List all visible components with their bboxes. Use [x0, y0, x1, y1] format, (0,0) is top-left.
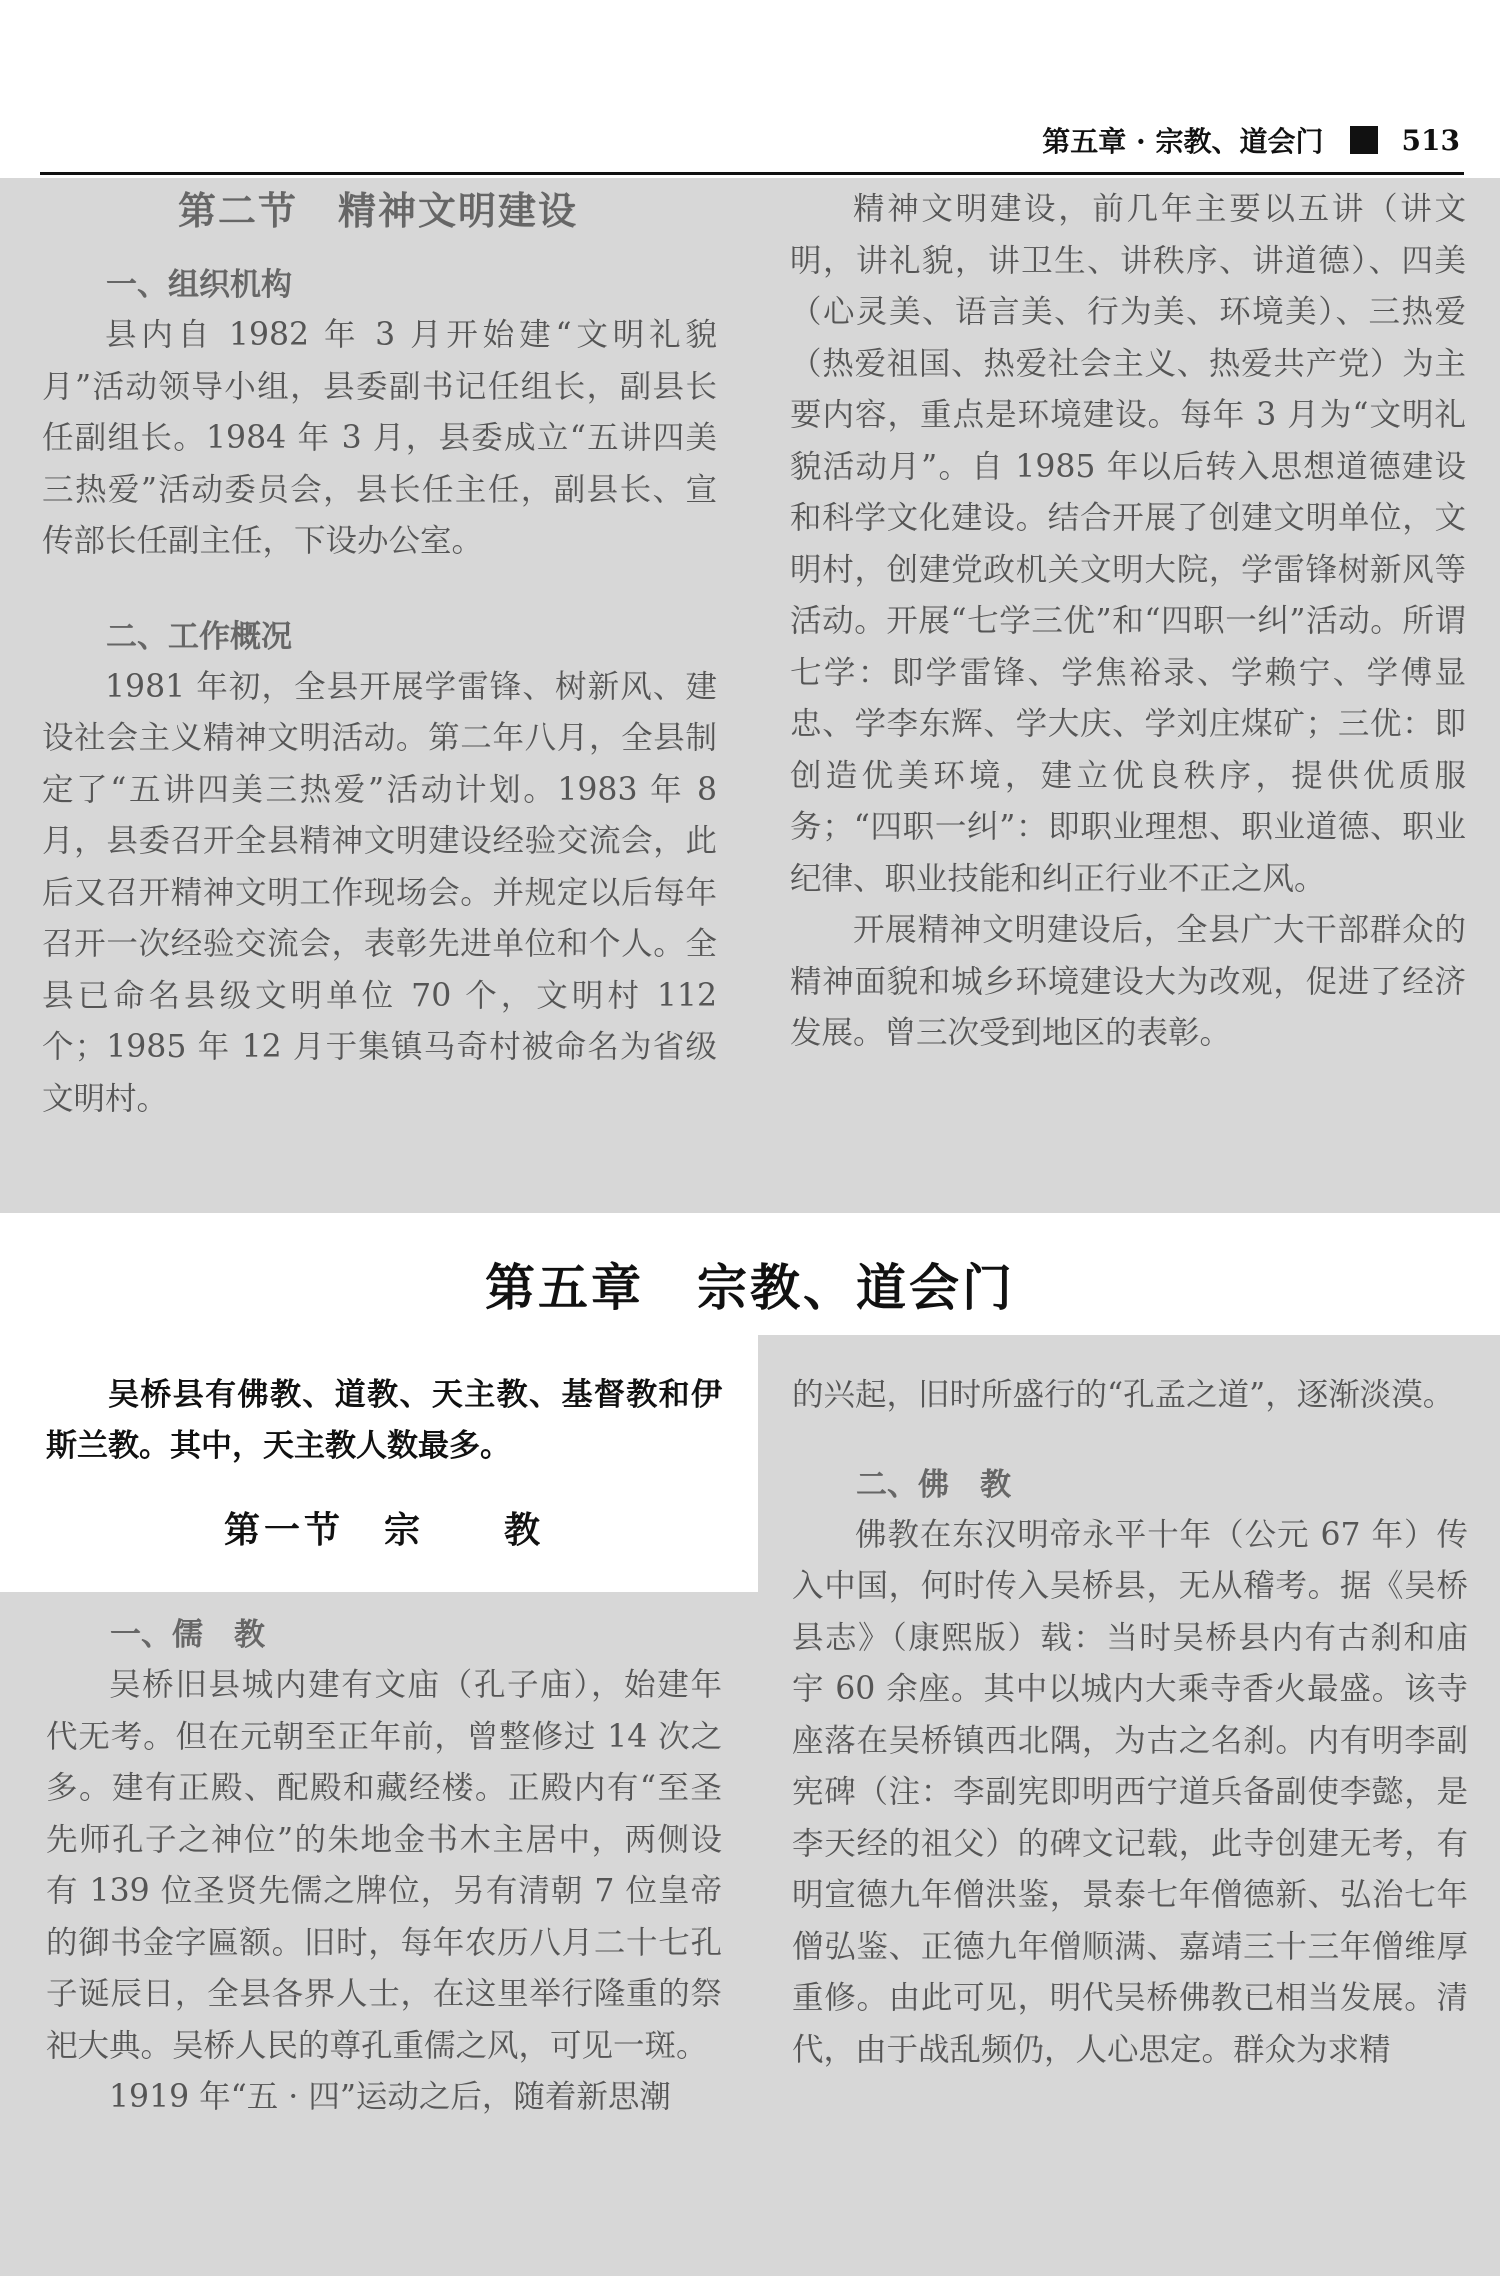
chapter-title: 第五章 宗教、道会门 — [485, 1258, 1015, 1317]
spiritual-civilization-result: 开展精神文明建设后，全县广大干部群众的精神面貌和城乡环境建设大为改观，促进了经济发展。曾三次受到地区的表彰。 — [790, 912, 1466, 1051]
chapter-intro: 吴桥县有佛教、道教、天主教、基督教和伊斯兰教。其中，天主教人数最多。 — [46, 1377, 722, 1464]
section1-title: 第一节 宗 教 — [223, 1509, 544, 1551]
section2-title: 第二节 精神文明建设 — [178, 188, 579, 233]
confucian-text-end: 的兴起，旧时所盛行的“孔孟之道”，逐渐淡漠。 — [792, 1377, 1455, 1413]
confucian-text: 吴桥旧县城内建有文庙（孔子庙），始建年代无考。但在元朝至正年前，曾整修过 14 次之多。建有正殿、配殿和藏经楼。正殿内有“至圣先师孔子之神位”的朱地金书木主居中，两侧设有 139 位圣贤先儒之牌位，另有清朝 7 位皇帝的御书金字匾额。旧时，每年农历八月二十七孔子诞辰日，全县各界人士，在这里举行隆重的祭祀大典。吴桥人民的尊孔重儒之风，可见一斑。 — [46, 1667, 722, 2064]
work-text: 1981 年初，全县开展学雷锋、树新风、建设社会主义精神文明活动。第二年八月，全县制定了“五讲四美三热爱”活动计划。1983 年 8 月，县委召开全县精神文明建设经验交流会，此后又召开精神文明工作现场会。并规定以后每年召开一次经验交流会，表彰先进单位和个人。全县已命名县级文明单位 70 个，文明村 112 个；1985 年 12 月于集镇马奇村被命名为省级文明村。 — [42, 668, 717, 1117]
section2-left-column — [42, 184, 717, 1125]
org-text: 县内自 1982 年 3 月开始建“文明礼貌月”活动领导小组，县委副书记任组长，副县长任副组长。1984 年 3 月，县委成立“五讲四美三热爱”活动委员会，县长任主任，副县长、宣传部长任副主任，下设办公室。 — [42, 317, 717, 559]
running-header — [1010, 118, 1460, 162]
chapter5-right-column — [792, 1370, 1468, 2076]
confucian-heading: 一、儒 教 — [110, 1617, 265, 1653]
header-chapter-label: 第五章 · 宗教、道会门 — [1042, 125, 1324, 158]
buddhism-text: 佛教在东汉明帝永平十年（公元 67 年）传入中国，何时传入吴桥县，无从稽考。据《吴桥县志》（康熙版）载：当时吴桥县内有古刹和庙宇 60 余座。其中以城内大乘寺香火最盛。该寺座落在吴桥镇西北隅，为古之名刹。内有明李副宪碑（注：李副宪即明西宁道兵备副使李懿，是李天经的祖父）的碑文记载，此寺创建无考，有明宣德九年僧洪鉴，景泰七年僧德新、弘治七年僧弘鉴、正德九年僧顺满、嘉靖三十三年僧维厚重修。由此可见，明代吴桥佛教已相当发展。清代，由于战乱频仍，人心思定。群众为求精 — [792, 1516, 1468, 2068]
section2-right-column — [790, 184, 1466, 1060]
chapter5-left-column — [46, 1370, 722, 2124]
page-number: 513 — [1401, 123, 1460, 157]
spiritual-civilization-text: 精神文明建设，前几年主要以五讲（讲文明，讲礼貌，讲卫生、讲秩序、讲道德）、四美（心灵美、语言美、行为美、环境美）、三热爱（热爱祖国、热爱社会主义、热爱共产党）为主要内容，重点是环境建设。每年 3 月为“文明礼貌活动月”。自 1985 年以后转入思想道德建设和科学文化建设。结合开展了创建文明单位，文明村，创建党政机关文明大院，学雷锋树新风等活动。开展“七学三优”和“四职一纠”活动。所谓七学：即学雷锋、学焦裕录、学赖宁、学傅显忠、学李东辉、学大庆、学刘庄煤矿；三优：即创造优美环境，建立优良秩序，提供优质服务；“四职一纠”：即职业理想、职业道德、职业纪律、职业技能和纠正行业不正之风。 — [790, 191, 1466, 897]
black-square-icon — [1350, 126, 1378, 154]
buddhism-heading: 二、佛 教 — [856, 1466, 1011, 1503]
header-rule — [40, 172, 1464, 175]
confucian-text-continued: 1919 年“五 · 四”运动之后，随着新思潮 — [109, 2079, 671, 2115]
org-heading: 一、组织机构 — [106, 267, 292, 303]
work-heading: 二、工作概况 — [106, 618, 292, 655]
